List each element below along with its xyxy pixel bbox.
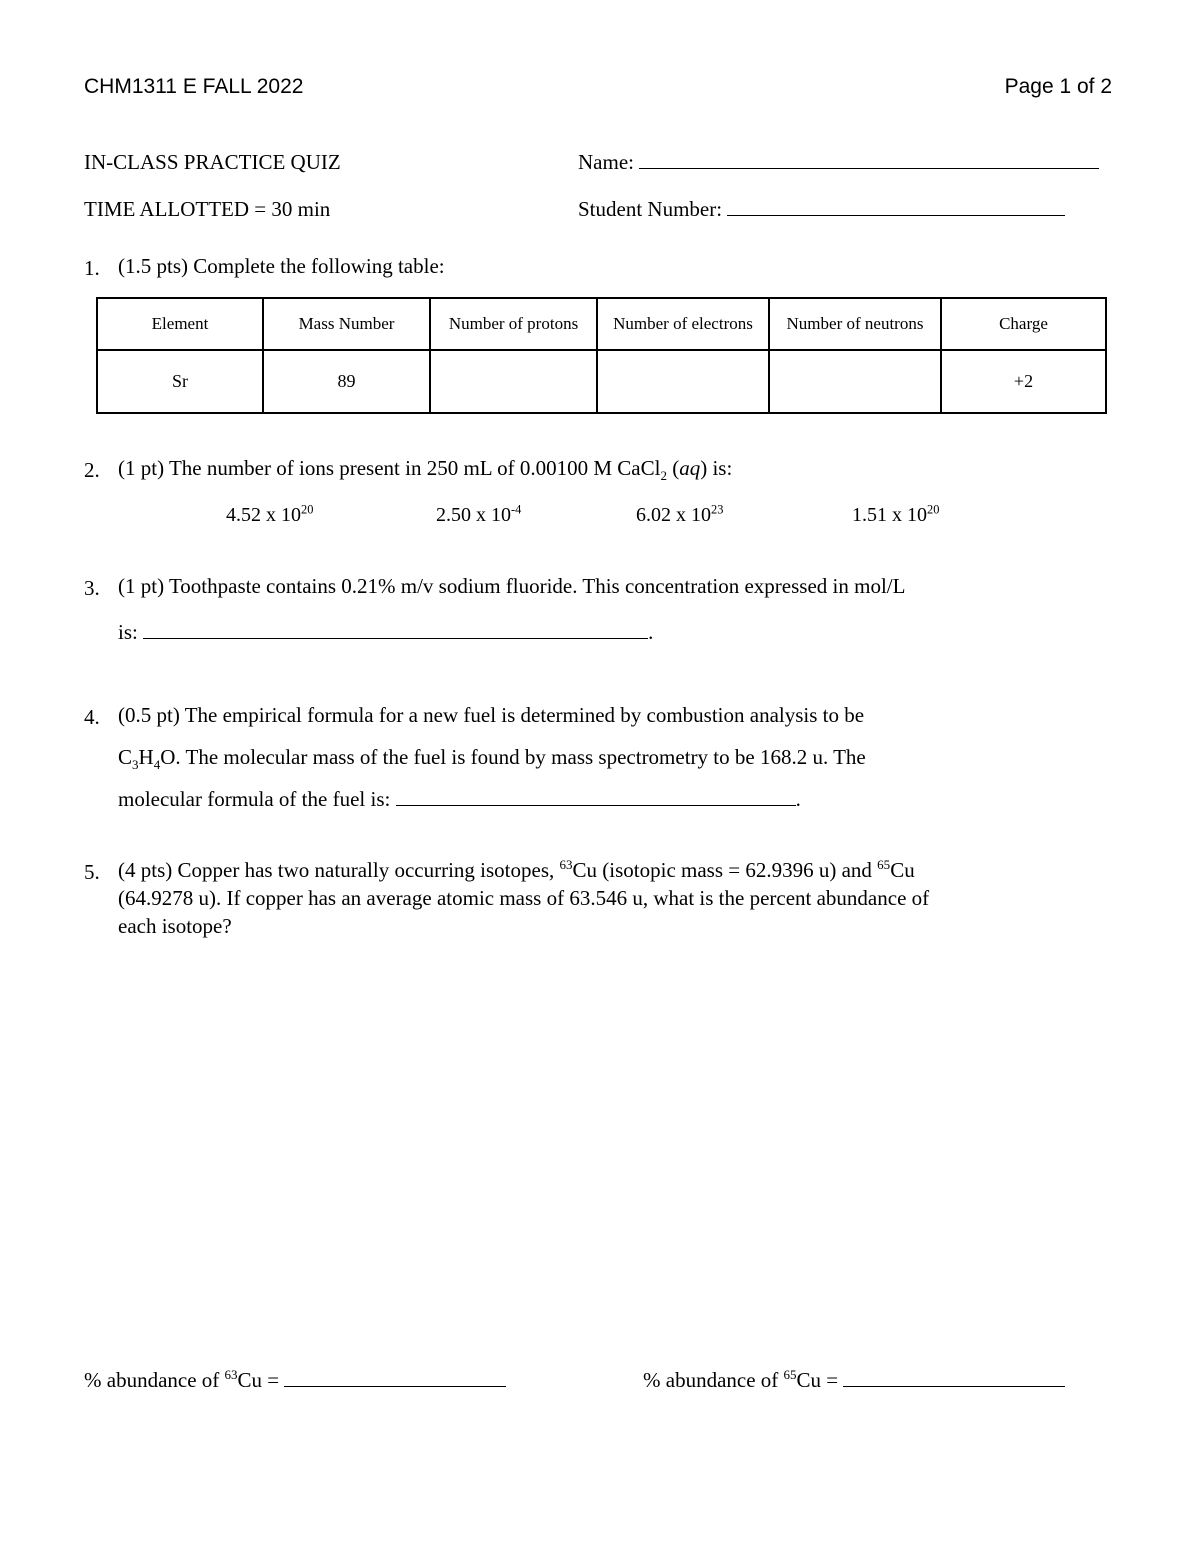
abundance-label-suffix: Cu = [237,1368,280,1392]
table-header-row [97,298,1106,350]
q2-option-b[interactable] [436,504,521,527]
q4-molecular-label: molecular formula of the fuel is: [118,787,391,811]
q5-line1 [118,857,915,882]
q1-text: (1.5 pts) Complete the following table: [118,254,445,278]
page-number: Page 1 of 2 [1004,75,1112,98]
table-cell-element: Sr [97,350,263,413]
table-cell-neutrons[interactable] [769,350,941,413]
q5-number: 5. [84,860,100,884]
name-row [578,152,1099,173]
option-base: 4.52 x 10 [226,504,301,526]
q5-text-part3: Cu [890,858,915,882]
q4-answer-field[interactable] [396,804,796,806]
isotope-65-mass: 65 [783,1367,797,1382]
formula-o: O [160,745,176,769]
q5-text-part1: (4 pts) Copper has two naturally occurring isotopes, [118,858,560,882]
course-title: CHM1311 E FALL 2022 [84,75,304,98]
option-base: 6.02 x 10 [636,504,711,526]
q3-line2: is: . [118,620,654,644]
isotope-63-mass: 63 [559,857,573,872]
table-cell-charge: +2 [941,350,1106,413]
q4-number: 4. [84,705,100,729]
student-number-row [578,199,1065,220]
name-field[interactable] [639,167,1099,169]
quiz-title: IN-CLASS PRACTICE QUIZ [84,150,341,174]
table-header: Number of neutrons [769,298,941,350]
q3-line1: (1 pt) Toothpaste contains 0.21% m/v sodium fluoride. This concentration expressed in mol/L [118,574,906,598]
isotope-63-mass: 63 [224,1367,238,1382]
table-row [97,350,1106,413]
q2-option-c[interactable] [636,504,723,527]
q5-line2: (64.9278 u). If copper has an average atomic mass of 63.546 u, what is the percent abundance of [118,886,930,910]
q2-text-pre: (1 pt) The number of ions present in 250 mL of 0.00100 M CaCl [118,456,661,480]
q4-line3: molecular formula of the fuel is: . [118,787,801,811]
formula-h: H [138,745,154,769]
option-base: 1.51 x 10 [852,504,927,526]
q2-number: 2. [84,458,100,482]
q4-line1: (0.5 pt) The empirical formula for a new fuel is determined by combustion analysis to be [118,703,865,727]
formula-c: C [118,745,133,769]
time-allotted: TIME ALLOTTED = 30 min [84,197,331,221]
option-exponent: 23 [711,502,724,517]
abundance-label: % abundance of [643,1368,784,1392]
abundance-63-row [84,1367,506,1392]
abundance-label: % abundance of [84,1368,225,1392]
q4-line2 [118,745,866,773]
abundance-63-field[interactable] [284,1385,506,1387]
table-header: Mass Number [263,298,430,350]
table-cell-mass-number: 89 [263,350,430,413]
name-label: Name: [578,150,634,174]
option-exponent: 20 [301,502,314,517]
table-cell-electrons[interactable] [597,350,769,413]
q4-line2-text: . The molecular mass of the fuel is found by mass spectrometry to be 168.2 u. The [175,745,866,769]
q5-line3: each isotope? [118,914,232,938]
q2-option-a[interactable] [226,504,313,527]
q3-answer-field[interactable] [143,637,648,639]
table-header: Charge [941,298,1106,350]
abundance-65-row [643,1367,1065,1392]
q5-text-part2: Cu (isotopic mass = 62.9396 u) and [572,858,878,882]
isotope-table [96,297,1107,414]
table-header: Number of protons [430,298,597,350]
table-cell-protons[interactable] [430,350,597,413]
q2-subscript: 2 [660,468,667,484]
formula-c-subscript: 3 [132,757,139,773]
table-header: Number of electrons [597,298,769,350]
table-header: Element [97,298,263,350]
q2-text: (1 pt) The number of ions present in 250 mL of 0.00100 M CaCl$_2$ (aq) is: [118,456,733,484]
q1-number: 1. [84,256,100,280]
q2-aq: aq [679,456,701,480]
q2-option-d[interactable] [852,504,939,527]
formula-h-subscript: 4 [153,757,161,773]
student-number-field[interactable] [727,214,1065,216]
option-exponent: 20 [927,502,940,517]
option-exponent: -4 [511,502,522,517]
abundance-label-suffix: Cu = [796,1368,839,1392]
abundance-65-field[interactable] [843,1385,1065,1387]
option-base: 2.50 x 10 [436,504,511,526]
q2-text-post: ) is: [700,456,733,480]
isotope-65-mass: 65 [877,857,891,872]
student-number-label: Student Number: [578,197,723,221]
q3-number: 3. [84,576,100,600]
q3-is-label: is: [118,620,138,644]
